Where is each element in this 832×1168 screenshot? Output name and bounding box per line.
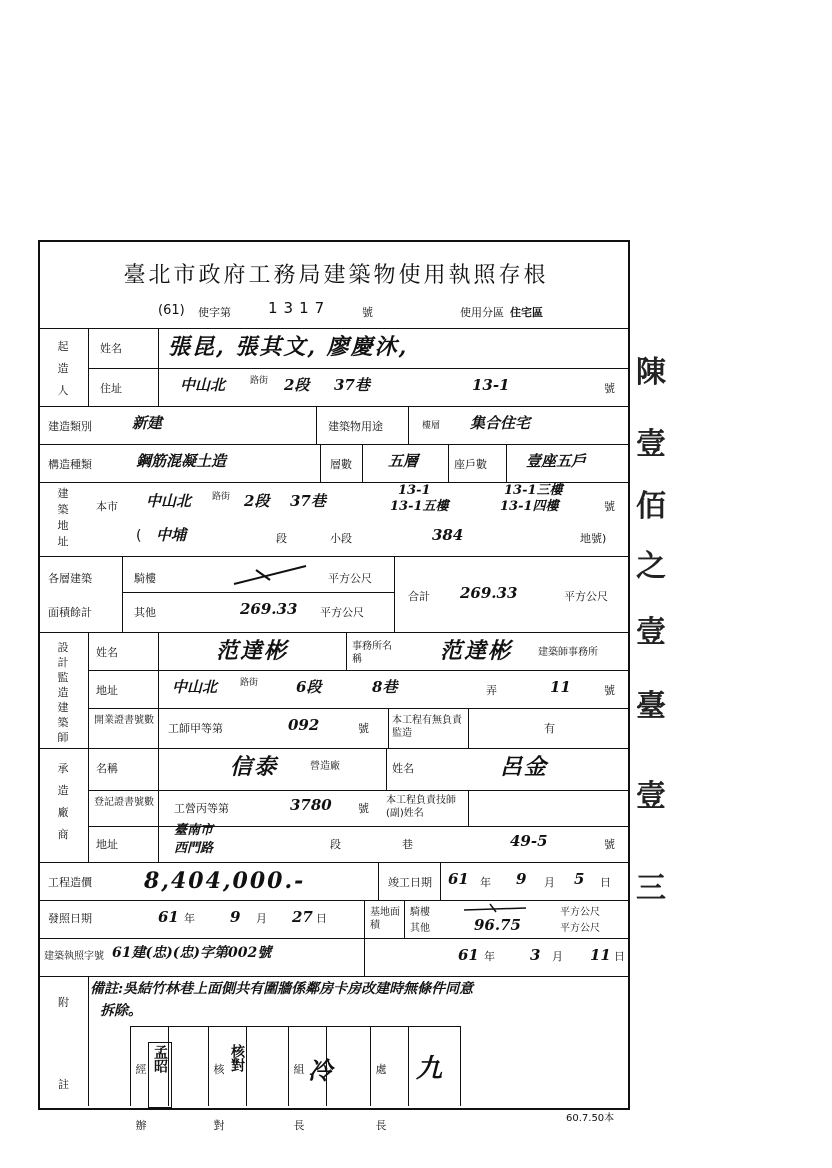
designer-address-hao: 號 (604, 684, 615, 697)
contractor-address-duan: 段 (330, 838, 341, 851)
designer-engineer-label: 本工程有無負責監造 (392, 715, 462, 739)
issue-date-year: 61 (158, 908, 179, 926)
designer-group-5: 建 (57, 701, 69, 714)
site-road: 中山北 (146, 492, 192, 510)
contractor-address-xiang: 巷 (402, 838, 413, 851)
site-subsection-label: 小段 (330, 532, 352, 545)
total-area-value: 269.33 (460, 584, 518, 602)
designer-address-long: 弄 (486, 684, 497, 697)
contractor-name-suffix: 營造廠 (310, 761, 340, 772)
site-group-label-2: 築 (57, 503, 69, 516)
done-date-day-unit: 日 (600, 876, 611, 889)
designer-group-4: 造 (57, 686, 69, 699)
designer-office-label: 事務所名稱 (352, 641, 392, 665)
designer-office-suffix: 建築師事務所 (538, 647, 598, 658)
permit-label: 建築執照字號 (44, 951, 104, 962)
site-duan-label: 段 (276, 532, 287, 545)
building-use-prefix: 樓層 (422, 421, 441, 431)
permit-year: (61) (158, 303, 185, 318)
contractor-name-value: 信泰 (230, 754, 279, 780)
site-lot-suffix: 地號) (580, 532, 607, 545)
site-group-label-3: 地 (57, 519, 69, 532)
issue-date-year-unit: 年 (184, 912, 195, 925)
side-mark-5: 壹 (636, 615, 666, 650)
designer-address-xiang: 8巷 (372, 678, 398, 696)
designer-address-duan: 6段 (296, 678, 322, 696)
contractor-group-3: 廠 (57, 806, 69, 819)
issue-date-month: 9 (230, 908, 241, 926)
units-label: 座戶數 (454, 458, 487, 471)
issue-date-label: 發照日期 (48, 912, 92, 925)
side-mark-7: 壹 (636, 779, 666, 814)
designer-group-2: 計 (57, 656, 69, 669)
site-group-label-1: 建 (57, 487, 69, 500)
designer-group-6: 築 (57, 716, 69, 729)
permit-date-day-unit: 日 (614, 950, 625, 963)
land-arcade-label: 騎樓 (410, 907, 430, 918)
signoff-label-2: 核對 (213, 1063, 225, 1132)
land-other-value: 96.75 (474, 916, 521, 934)
designer-group-7: 師 (57, 731, 69, 744)
other-area-value: 269.33 (240, 600, 298, 618)
designer-address-label: 地址 (96, 684, 118, 697)
permit-date-month-unit: 月 (552, 950, 563, 963)
builder-address-label: 住址 (100, 382, 122, 395)
total-area-unit: 平方公尺 (564, 590, 608, 603)
floors-label: 層數 (330, 458, 352, 471)
contractor-address-city: 臺南市 (174, 823, 214, 838)
land-other-unit: 平方公尺 (560, 923, 600, 934)
site-duan: 2段 (244, 492, 270, 510)
arcade-strike-mark (230, 564, 310, 586)
cost-value: 8,404,000.- (144, 868, 306, 894)
structure-label: 構造種類 (48, 458, 92, 471)
permit-value: 61建(忠)(忠)字第002號 (112, 945, 272, 961)
land-other-label: 其他 (410, 923, 430, 934)
form-footer: 60.7.50本 (566, 1113, 615, 1124)
site-paren-open: ( (136, 528, 142, 544)
designer-license-suffix: 號 (358, 722, 369, 735)
contractor-license-prefix: 工營丙等第 (174, 802, 229, 815)
site-hao: 號 (604, 500, 615, 513)
site-number-2: 13-1五樓 (390, 499, 449, 514)
build-type-value: 新建 (132, 414, 163, 432)
signoff-stamp-4: 九 (416, 1054, 445, 1084)
builder-name-label: 姓名 (100, 342, 122, 355)
designer-name-label: 姓名 (96, 646, 118, 659)
site-group-label-4: 址 (57, 535, 69, 548)
done-date-day: 5 (574, 870, 585, 888)
builder-group-label-1: 起 (57, 340, 69, 353)
designer-group-3: 監 (57, 671, 69, 684)
signoff-label-1: 經辦 (135, 1063, 147, 1132)
permit-date-month: 3 (530, 946, 541, 964)
permit-date-year-unit: 年 (484, 950, 495, 963)
builder-group-label-3: 人 (57, 384, 69, 397)
designer-engineer-value: 有 (544, 722, 555, 735)
done-date-year: 61 (448, 870, 469, 888)
site-number-1: 13-1 (398, 483, 431, 498)
contractor-person-label: 姓名 (392, 762, 414, 775)
side-mark-8: 三 (636, 871, 666, 906)
contractor-address-hao: 號 (604, 838, 615, 851)
units-value: 壹座五戶 (526, 452, 587, 470)
land-arcade-unit: 平方公尺 (560, 907, 600, 918)
structure-value: 鋼筋混凝土造 (136, 452, 227, 470)
done-date-label: 竣工日期 (388, 876, 432, 889)
total-area-label: 合計 (408, 590, 430, 603)
designer-address-road-unit: 路街 (240, 678, 259, 688)
site-road-unit: 路街 (212, 492, 231, 502)
designer-address-number: 11 (550, 678, 571, 696)
issue-date-day-unit: 日 (316, 912, 327, 925)
designer-office-value: 范達彬 (440, 638, 513, 664)
side-mark-1: 陳 (636, 355, 666, 390)
land-area-label: 基地面積 (370, 907, 400, 931)
builder-address-hao: 號 (604, 382, 615, 395)
builder-address-road: 中山北 (180, 376, 226, 394)
designer-address-road: 中山北 (172, 678, 218, 696)
permit-date-year: 61 (458, 946, 479, 964)
issue-date-month-unit: 月 (256, 912, 267, 925)
note-annotation: 註 (58, 1078, 69, 1091)
contractor-license-suffix: 號 (358, 802, 369, 815)
site-section: 中埔 (156, 526, 187, 544)
signoff-label-4: 處長 (375, 1063, 387, 1132)
site-city-label: 本市 (96, 500, 118, 513)
side-mark-3: 佰 (636, 489, 666, 524)
done-date-year-unit: 年 (480, 876, 491, 889)
builder-address-number: 13-1 (472, 376, 510, 394)
contractor-address-road: 西門路 (174, 841, 214, 856)
site-xiang: 37巷 (290, 492, 326, 510)
floors-value: 五層 (388, 452, 419, 470)
note-line-1: 備註:吳結竹林巷上面側共有圍牆係鄰房卡房改建時無條件同意 (90, 981, 474, 997)
builder-group-label-2: 造 (57, 362, 69, 375)
cost-label: 工程造價 (48, 876, 92, 889)
permit-date-day: 11 (590, 946, 611, 964)
designer-group-1: 設 (57, 641, 69, 654)
designer-license-prefix: 工師甲等第 (168, 722, 223, 735)
arcade-label: 騎樓 (134, 572, 156, 585)
designer-license-label: 開業證書號數 (94, 715, 154, 726)
signoff-label-3: 組長 (293, 1063, 305, 1132)
builder-address-xiang: 37巷 (334, 376, 370, 394)
area-label-2: 面積餘計 (48, 606, 92, 619)
permit-number: 1317 (268, 299, 331, 317)
site-lot: 384 (432, 526, 464, 544)
area-label-1: 各層建築 (48, 572, 92, 585)
signoff-stamp-2: 核對 (229, 1044, 245, 1072)
contractor-address-label: 地址 (96, 838, 118, 851)
site-number-3: 13-1三樓 (504, 483, 563, 498)
designer-license-value: 092 (288, 716, 320, 734)
note-line-2: 拆除。 (100, 1003, 142, 1019)
contractor-tech-label: 本工程負責技師(副)姓名 (386, 795, 456, 819)
note-label: 附 (58, 996, 69, 1009)
contractor-group-4: 商 (57, 828, 69, 841)
builder-address-duan: 2段 (284, 376, 310, 394)
designer-name-value: 范達彬 (216, 638, 289, 664)
contractor-group-2: 造 (57, 784, 69, 797)
zone-label: 使用分區 (460, 306, 504, 319)
side-mark-6: 臺 (636, 689, 666, 724)
zone-value: 住宅區 (510, 306, 543, 319)
permit-suffix: 號 (362, 306, 373, 319)
signoff-stamp-3: 冷 (308, 1056, 334, 1085)
signoff-stamp-1: 孟昭 (148, 1042, 172, 1108)
contractor-license-label: 登記證書號數 (94, 797, 154, 808)
building-use-value: 集合住宅 (470, 414, 531, 432)
contractor-address-number: 49-5 (510, 832, 548, 850)
permit-prefix: 使字第 (198, 306, 231, 319)
arcade-unit: 平方公尺 (328, 572, 372, 585)
done-date-month: 9 (516, 870, 527, 888)
issue-date-day: 27 (292, 908, 313, 926)
land-arcade-strike-mark (460, 902, 530, 914)
other-area-label: 其他 (134, 606, 156, 619)
done-date-month-unit: 月 (544, 876, 555, 889)
side-mark-4: 之 (636, 549, 666, 584)
contractor-group-1: 承 (57, 762, 69, 775)
other-area-unit: 平方公尺 (320, 606, 364, 619)
build-type-label: 建造類別 (48, 420, 92, 433)
builder-name-value: 張昆, 張其文, 廖慶沐, (168, 334, 409, 360)
site-number-4: 13-1四樓 (500, 499, 559, 514)
side-mark-2: 壹 (636, 427, 666, 462)
contractor-license-value: 3780 (290, 796, 332, 814)
contractor-person-value: 呂金 (500, 754, 549, 780)
builder-address-road-unit: 路街 (250, 376, 269, 386)
form-title: 臺北市政府工務局建築物使用執照存根 (123, 263, 549, 288)
contractor-name-label: 名稱 (96, 762, 118, 775)
building-use-label: 建築物用途 (328, 420, 383, 433)
